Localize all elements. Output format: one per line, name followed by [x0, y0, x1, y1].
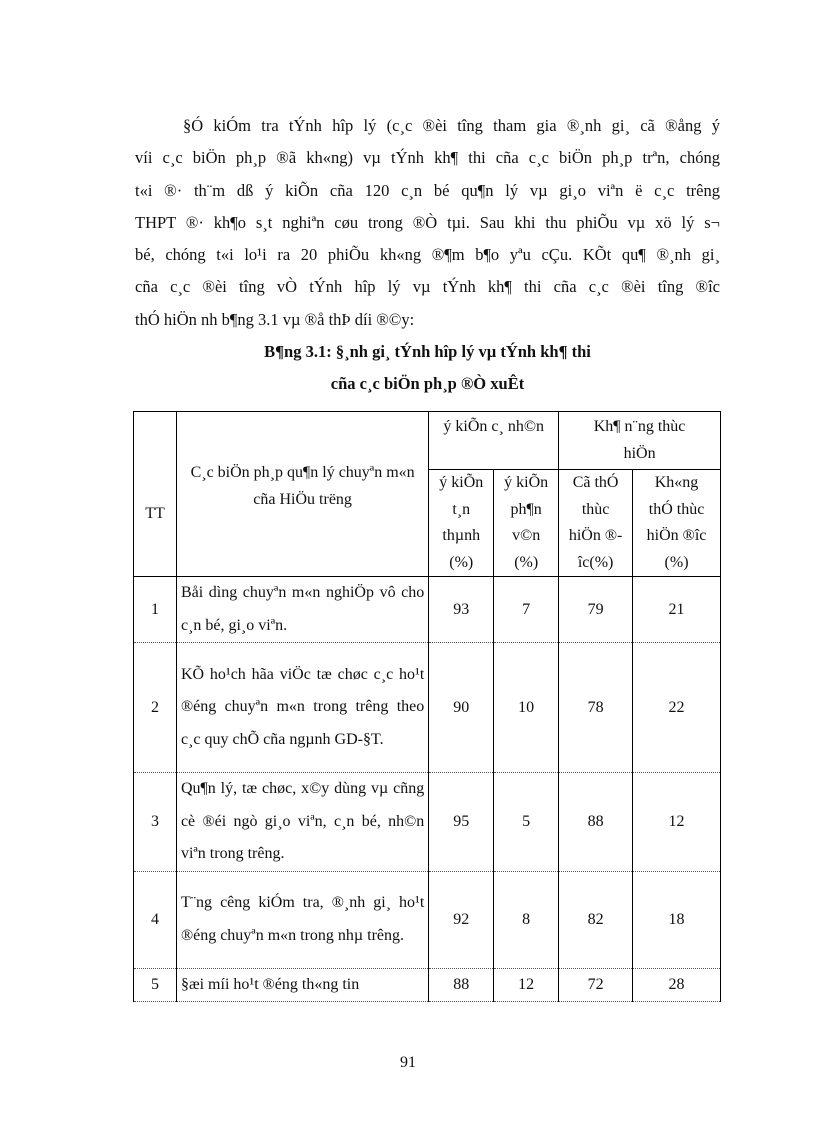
header-feasibility-group: Kh¶ n¨ng thùc hiÖn [559, 412, 721, 470]
row-measure: KÕ ho¹ch hãa viÖc tæ chøc c¸c ho¹t ®éng chuyªn m«n trong trêng theo c¸c quy chÕ cña ngµnh GD-§T. [176, 643, 428, 773]
body-paragraph [135, 110, 720, 336]
paragraph-line: víi c¸c biÖn ph¸p ®ã kh«ng) vµ tÝnh kh¶ thi cña c¸c biÖn ph¸p trªn, chóng [135, 148, 720, 168]
paragraph-line: cña c¸c ®èi tîng vÒ tÝnh hîp lý vµ tÝnh kh¶ thi cña c¸c ®èi tîng ®îc [135, 277, 720, 297]
row-feasible: 79 [559, 577, 633, 643]
row-tt: 2 [134, 643, 177, 773]
table-row [134, 643, 721, 773]
table-caption-line1: B¶ng 3.1: §¸nh gi¸ tÝnh hîp lý vµ tÝnh kh¶ thi [264, 342, 591, 361]
row-disagree: 5 [494, 773, 559, 872]
row-measure: §æi míi ho¹t ®éng th«ng tin [176, 968, 428, 1002]
row-agree: 88 [429, 968, 494, 1002]
row-agree: 93 [429, 577, 494, 643]
row-agree: 95 [429, 773, 494, 872]
table-caption-line2: cña c¸c biÖn ph¸p ®Ò xuÊt [330, 374, 525, 393]
row-not-feasible: 22 [633, 643, 721, 773]
evaluation-table [133, 411, 721, 1002]
row-feasible: 78 [559, 643, 633, 773]
row-feasible: 82 [559, 871, 633, 968]
paragraph-line: t«i ®· th¨m dß ý kiÕn cña 120 c¸n bé qu¶n lý vµ gi¸o viªn ë c¸c trêng [135, 180, 720, 200]
paragraph-line: §Ó kiÓm tra tÝnh hîp lý (c¸c ®èi tîng tham gia ®¸nh gi¸ cã ®ång ý [183, 116, 720, 135]
page-number: 91 [400, 1054, 416, 1071]
row-measure: Qu¶n lý, tæ chøc, x©y dùng vµ cñng cè ®éi ngò gi¸o viªn, c¸n bé, nh©n viªn trong trêng. [176, 773, 428, 872]
row-disagree: 8 [494, 871, 559, 968]
row-measure: T¨ng cêng kiÓm tra, ®¸nh gi¸ ho¹t ®éng chuyªn m«n trong nhµ trêng. [176, 871, 428, 968]
row-measure: Båi dìng chuyªn m«n nghiÖp vô cho c¸n bé, gi¸o viªn. [176, 577, 428, 643]
row-agree: 90 [429, 643, 494, 773]
header-measures: C¸c biÖn ph¸p qu¶n lý chuyªn m«n cña HiÖu trëng [176, 412, 428, 577]
row-feasible: 72 [559, 968, 633, 1002]
row-tt: 1 [134, 577, 177, 643]
table-row [134, 871, 721, 968]
row-not-feasible: 21 [633, 577, 721, 643]
row-disagree: 7 [494, 577, 559, 643]
paragraph-line: bé, chóng t«i lo¹i ra 20 phiÕu kh«ng ®¶m b¶o yªu cÇu. KÕt qu¶ ®¸nh gi¸ [135, 245, 720, 265]
header-not-feasible: Kh«ng thÓ thùc hiÖn ®îc (%) [633, 470, 721, 577]
header-agree: ý kiÕn t¸n thµnh (%) [429, 470, 494, 577]
row-disagree: 10 [494, 643, 559, 773]
paragraph-line: thÓ hiÖn nh b¶ng 3.1 vµ ®å thÞ díi ®©y: [135, 309, 415, 329]
header-feasible: Cã thÓ thùc hiÖn ®îc(%) [559, 470, 633, 577]
row-not-feasible: 18 [633, 871, 721, 968]
row-tt: 3 [134, 773, 177, 872]
row-tt: 4 [134, 871, 177, 968]
header-tt: TT [134, 412, 177, 577]
header-opinion-group: ý kiÕn c¸ nh©n [429, 412, 559, 470]
table-row [134, 773, 721, 872]
row-not-feasible: 12 [633, 773, 721, 872]
header-disagree: ý kiÕn ph¶n v©n (%) [494, 470, 559, 577]
row-not-feasible: 28 [633, 968, 721, 1002]
table-row [134, 968, 721, 1002]
row-tt: 5 [134, 968, 177, 1002]
row-agree: 92 [429, 871, 494, 968]
paragraph-line: THPT ®· kh¶o s¸t nghiªn cøu trong ®Ò tµi. Sau khi thu phiÕu vµ xö lý s¬ [135, 212, 720, 232]
row-disagree: 12 [494, 968, 559, 1002]
table-row [134, 577, 721, 643]
row-feasible: 88 [559, 773, 633, 872]
